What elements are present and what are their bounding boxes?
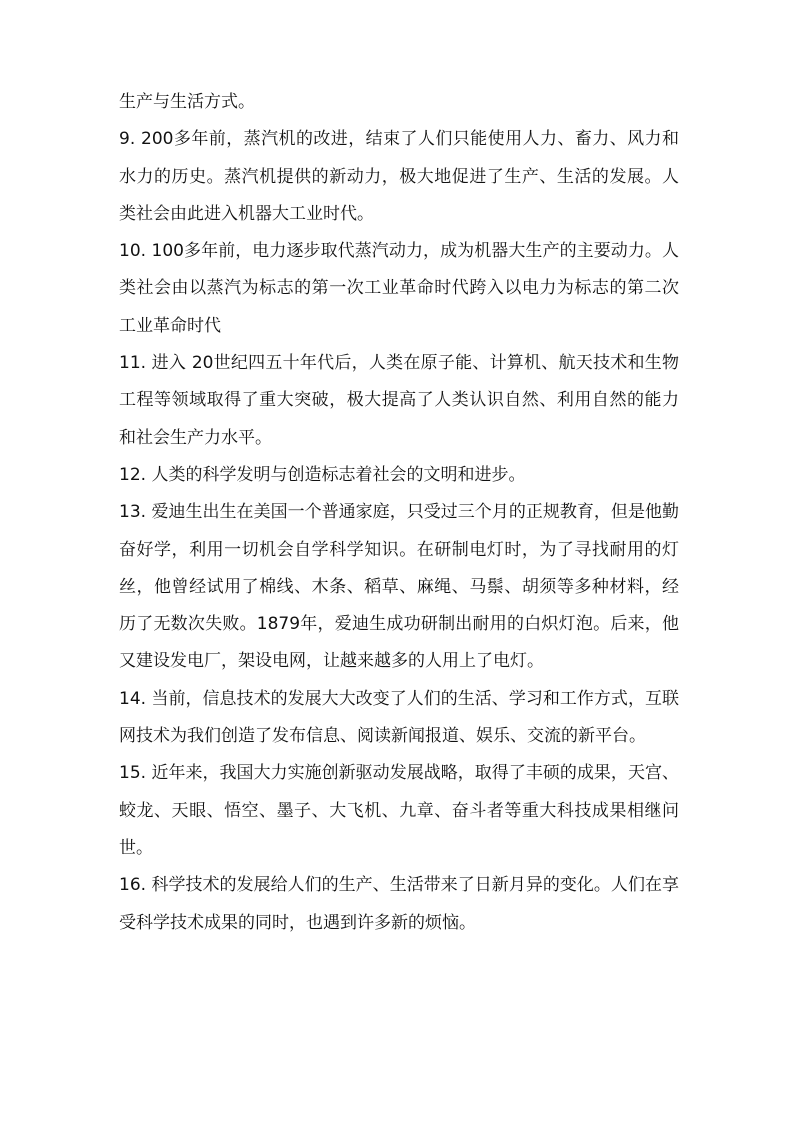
paragraph-item-16: 16. 科学技术的发展给人们的生产、生活带来了日新月异的变化。人们在享受科学技术成果的同时，也遇到许多新的烦恼。 <box>119 875 679 933</box>
paragraph-item-12: 12. 人类的科学发明与创造标志着社会的文明和进步。 <box>119 464 526 485</box>
paragraph-item-10: 10. 100多年前，电力逐步取代蒸汽动力，成为机器大生产的主要动力。人类社会由以蒸汽为标志的第一次工业革命时代跨入以电力为标志的第二次工业革命时代 <box>119 241 679 336</box>
paragraph-item-14: 14. 当前，信息技术的发展大大改变了人们的生活、学习和工作方式，互联网技术为我们创造了发布信息、阅读新闻报道、娱乐、交流的新平台。 <box>119 688 679 747</box>
paragraph-item-15: 15. 近年来，我国大力实施创新驱动发展战略，取得了丰硕的成果，天宫、蛟龙、天眼、悟空、墨子、大飞机、九章、奋斗者等重大科技成果相继问世。 <box>119 763 679 858</box>
paragraph-item-11: 11. 进入 20世纪四五十年代后，人类在原子能、计算机、航天技术和生物工程等领域取得了重大突破，极大提高了人类认识自然、利用自然的能力和社会生产力水平。 <box>119 353 679 448</box>
paragraph-item-13: 13. 爱迪生出生在美国一个普通家庭，只受过三个月的正规教育，但是他勤奋好学，利用一切机会自学科学知识。在研制电灯时，为了寻找耐用的灯丝，他曾经试用了棉线、木条、稻草、麻绳、马鬃、胡须等多种材料，经历了无数次失败。1879年，爱迪生成功研制出耐用的白炽灯泡。后来，他又建设发电厂，架设电网，让越来越多的人用上了电灯。 <box>119 502 679 672</box>
document-body <box>119 84 679 942</box>
paragraph-continuation: 生产与生活方式。 <box>119 92 255 112</box>
paragraph-item-9: 9. 200多年前，蒸汽机的改进，结束了人们只能使用人力、畜力、风力和水力的历史。蒸汽机提供的新动力，极大地促进了生产、生活的发展。人类社会由此进入机器大工业时代。 <box>119 129 679 224</box>
